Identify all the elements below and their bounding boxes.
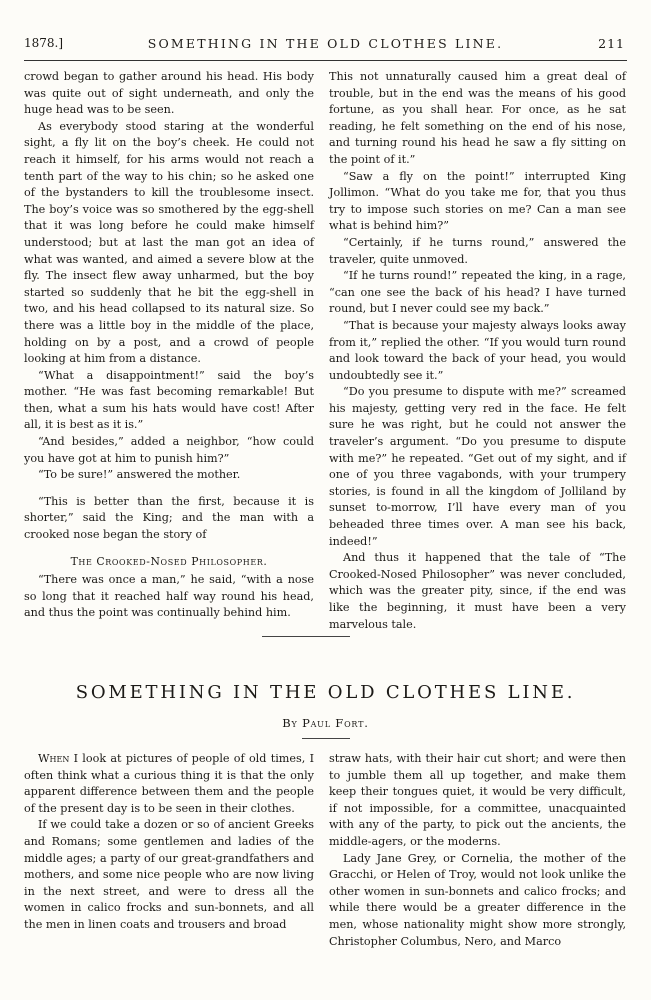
paragraph: And thus it happened that the tale of “The Crooked-Nosed Philosopher” was never concluded, which was the greater pity, since, if the end was like the beginning, it must have been a very marvelous tale. (329, 551, 626, 631)
article-column-left (24, 751, 314, 934)
article-title: SOMETHING IN THE OLD CLOTHES LINE. (75, 682, 576, 703)
story-column-right (329, 69, 626, 633)
page-number: 211 (598, 36, 625, 51)
paragraph: “What a disappointment!” said the boy’s mother. “He was fast becoming remarkable! But then, what a sum his hats would have cost! After all, it is best as it is.” (24, 368, 314, 432)
paragraph: “That is because your majesty always looks away from it,” replied the other. “If you would turn round and look toward the back of your head, you would undoubtedly see it.” (329, 318, 626, 382)
story-heading: The Crooked-Nosed Philosopher. (70, 554, 268, 568)
paragraph: This not unnaturally caused him a great deal of trouble, but in the end was the means of his good fortune, as you shall hear. For once, as he sat reading, he felt something on the end of his nose, and turning round his head he saw a fly sitting on the point of it.” (329, 70, 626, 166)
paragraph: “Do you presume to dispute with me?” screamed his majesty, getting very red in the face. He felt sure he was right, but he could not answer the traveler’s argument. “Do you presume to dispute with me?” he repeated. “Get out of my sight, and if one of you three vagabonds, with your trumpery stories, is found in all the kingdom of Jolliland by sunset to-morrow, I’ll have every man of you beheaded three times over. A man see his back, indeed!” (329, 385, 626, 548)
paragraph: Lady Jane Grey, or Cornelia, the mother of the Gracchi, or Helen of Troy, would not look unlike the other women in sun-bonnets and calico frocks; and while there would be a greater difference in the men, whose nationality might show more strongly, Christopher Columbus, Nero, and Marco (329, 851, 626, 948)
lead-word: When (38, 752, 70, 765)
story-column-left (24, 69, 314, 622)
paragraph: If we could take a dozen or so of ancient Greeks and Romans; some gentlemen and ladies of the middle ages; a party of our great-grandfathers and mothers, and some nice people who are now living in the next street, and were to dress all the women in calico frocks and sun-bonnets, and all the men in linen coats and trousers and broad (24, 818, 314, 931)
paragraph: “If he turns round!” repeated the king, in a rage, “can one see the back of his head? I have turned round, but I never could see my back.” (329, 269, 626, 316)
paragraph: “And besides,” added a neighbor, “how could you have got at him to punish him?” (24, 435, 314, 465)
paragraph: crowd began to gather around his head. His body was quite out of sight underneath, and only the huge head was to be seen. (24, 70, 314, 117)
byline-rule (302, 738, 350, 739)
running-header (24, 36, 627, 56)
paragraph: “This is better than the first, because it is shorter,” said the King; and the man with a crooked nose began the story of (24, 494, 314, 542)
header-title: SOMETHING IN THE OLD CLOTHES LINE. (147, 36, 504, 51)
paragraph (24, 751, 314, 817)
paragraph: “To be sure!” answered the mother. (38, 468, 241, 482)
paragraph-text: I look at pictures of people of old times, I often think what a curious thing it is that the only apparent difference between them and the people of the present day is to be seen in their clothes. (24, 752, 314, 815)
paragraph: “Saw a fly on the point!” interrupted King Jollimon. “What do you take me for, that you thus try to impose such stories on me? Can a man see what is behind him?” (329, 169, 626, 233)
paragraph: As everybody stood staring at the wonderful sight, a fly lit on the boy’s cheek. He could not reach it himself, for his arms would not reach a tenth part of the way to his chin; so he asked one of the bystanders to kill the troublesome insect. The boy’s voice was so smothered by the egg-shell that it was long before he could make himself understood; but at last the man got an idea of what was wanted, and aimed a severe blow at the fly. The insect flew away unharmed, but the boy started so suddenly that he bit the egg-shell in two, and his head collapsed to its natural size. So there was a little boy in the middle of the place, holding on by a post, and a crowd of people looking at him from a distance. (24, 119, 314, 366)
paragraph: “There was once a man,” he said, “with a nose so long that it reached half way round his head, and thus the point was continually behind him. (24, 573, 314, 620)
section-separator (262, 636, 350, 637)
paragraph: straw hats, with their hair cut short; and were then to jumble them all up together, and make them keep their tongues quiet, it would be very difficult, if not impossible, for a committee, unacquainted with any of the party, to pick out the ancients, the middle-agers, or the moderns. (329, 752, 626, 848)
paragraph: “Certainly, if he turns round,” answered the traveler, quite unmoved. (329, 235, 626, 266)
header-rule (24, 60, 627, 61)
article-column-right (329, 751, 626, 950)
header-year: 1878.] (24, 36, 64, 50)
article-byline: By Paul Fort. (282, 716, 369, 730)
